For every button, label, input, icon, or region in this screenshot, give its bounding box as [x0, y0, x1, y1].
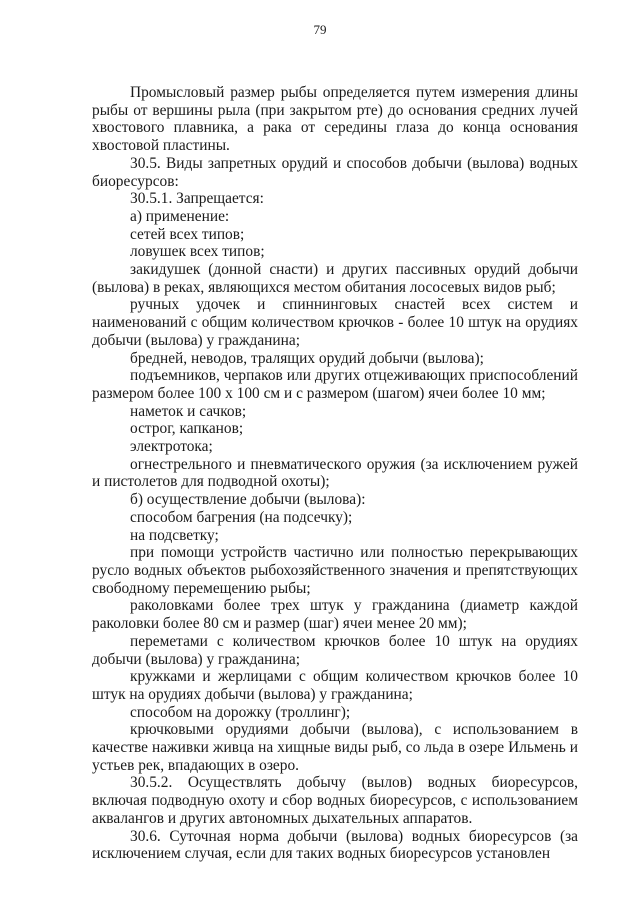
paragraph: раколовками более трех штук у гражданина (диаметр каждой раколовки более 80 см и размер (шаг) ячеи менее 20 мм);: [92, 597, 578, 633]
document-body: [92, 84, 578, 863]
paragraph: ловушек всех типов;: [130, 243, 265, 261]
paragraph: острог, капканов;: [130, 420, 244, 438]
paragraph: а) применение:: [130, 207, 230, 225]
paragraph: на подсветку;: [130, 526, 219, 544]
paragraph: наметок и сачков;: [130, 402, 247, 420]
paragraph: огнестрельного и пневматического оружия (за исключением ружей и пистолетов для подводной охоты);: [92, 455, 578, 491]
paragraph: закидушек (донной снасти) и других пассивных орудий добычи (вылова) в реках, являющихся местом обитания лососевых видов рыб;: [92, 261, 578, 296]
paragraph: кружками и жерлицами с общим количеством крючков более 10 штук на орудиях добычи (вылова) у гражданина;: [92, 668, 578, 703]
paragraph: 30.5.2. Осуществлять добычу (вылов) водных биоресурсов, включая подводную охоту и сбор водных биоресурсов, с использованием аквалангов и других автономных дыхательных аппаратов.: [92, 774, 578, 827]
paragraph: 30.5.1. Запрещается:: [130, 190, 264, 208]
paragraph: переметами с количеством крючков более 10 штук на орудиях добычи (вылова) у гражданина;: [92, 632, 578, 668]
paragraph: б) осуществление добычи (вылова):: [130, 491, 366, 509]
paragraph: электротока;: [130, 438, 213, 456]
paragraph: способом на дорожку (троллинг);: [130, 703, 351, 721]
paragraph: при помощи устройств частично или полностью перекрывающих русло водных объектов рыбохозяйственного значения и препятствующих свободному перемещению рыбы;: [92, 544, 578, 597]
page-number: 79: [313, 22, 327, 37]
paragraph: подъемников, черпаков или других отцеживающих приспособлений размером более 100 x 100 см и с размером (шагом) ячеи более 10 мм;: [92, 367, 578, 402]
paragraph: способом багрения (на подсечку);: [130, 508, 353, 526]
paragraph: Промысловый размер рыбы определяется путем измерения длины рыбы от вершины рыла (при закрытом рте) до основания средних лучей хвостового плавника, а рака от середины глаза до конца основания хвостовой пластины.: [92, 84, 578, 155]
paragraph: 30.6. Суточная норма добычи (вылова) водных биоресурсов (за исключением случая, если для таких водных биоресурсов установлен: [92, 827, 578, 863]
paragraph: ручных удочек и спиннинговых снастей всех систем и наименований с общим количеством крючков - более 10 штук на орудиях добычи (вылова) у гражданина;: [92, 296, 578, 349]
paragraph: крючковыми орудиями добычи (вылова), с использованием в качестве наживки живца на хищные виды рыб, со льда в озере Ильмень и устьев рек, впадающих в озеро.: [92, 721, 578, 774]
paragraph: сетей всех типов;: [130, 225, 245, 243]
paragraph: 30.5. Виды запретных орудий и способов добычи (вылова) водных биоресурсов:: [92, 154, 578, 190]
paragraph: бредней, неводов, тралящих орудий добычи (вылова);: [130, 349, 484, 367]
